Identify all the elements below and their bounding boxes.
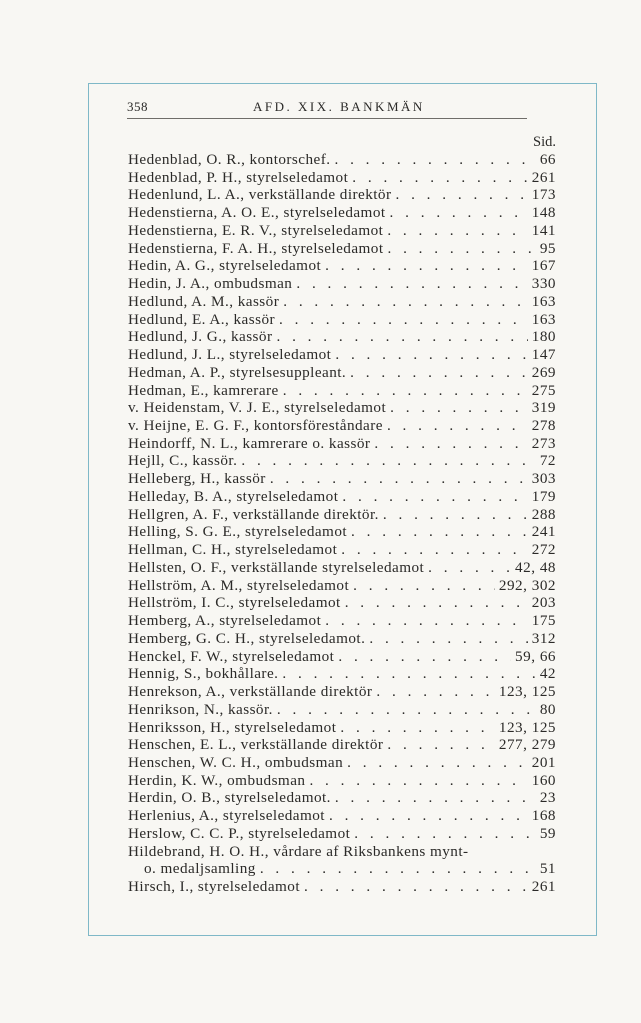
entry-pages: 203 (531, 594, 556, 612)
leader-dots (374, 435, 527, 453)
entry-name: Hellgren, A. F., verkställande direktör. (128, 505, 379, 523)
entry-name: Hedenlund, L. A., verkställande direktör (128, 186, 392, 204)
entry-pages: 201 (531, 753, 556, 771)
entry-pages: 148 (531, 204, 556, 222)
index-entry (128, 736, 556, 754)
leader-dots (354, 825, 536, 843)
index-entry (128, 311, 556, 329)
leader-dots (277, 701, 536, 719)
index-entry (128, 488, 556, 506)
index-entry (128, 612, 556, 630)
index-entry (128, 754, 556, 772)
entry-pages: 273 (531, 434, 556, 452)
leader-dots (279, 311, 528, 329)
index-entry (128, 506, 556, 524)
index-entry (128, 807, 556, 825)
index-entry (128, 417, 556, 435)
entry-pages: 51 (539, 860, 556, 878)
entry-name: Hennig, S., bokhållare. (128, 665, 279, 683)
index-entry (128, 382, 556, 400)
leader-dots (347, 754, 528, 772)
leader-dots (342, 488, 527, 506)
index-entry (128, 683, 556, 701)
entry-pages: 180 (531, 328, 556, 346)
entry-name: Herdin, O. B., styrelseledamot. (128, 789, 331, 807)
leader-dots (428, 559, 511, 577)
entry-pages: 23 (539, 789, 556, 807)
index-entry (128, 151, 556, 169)
entry-name: Henriksson, H., styrelseledamot (128, 718, 337, 736)
leader-dots (387, 417, 528, 435)
index-entry (128, 719, 556, 737)
index-entry-continuation (128, 860, 556, 878)
entry-name: Hedin, A. G., styrelseledamot (128, 257, 322, 275)
leader-dots (270, 470, 528, 488)
entry-pages: 173 (531, 186, 556, 204)
running-header (127, 99, 527, 119)
leader-dots (338, 648, 511, 666)
leader-dots (334, 151, 535, 169)
index-entry (128, 186, 556, 204)
entry-name: Hellsten, O. F., verkställande styrelseledamot (128, 558, 425, 576)
entry-name: Hedman, E., kamrerare (128, 381, 279, 399)
leader-dots (353, 577, 495, 595)
index-entry (128, 559, 556, 577)
entry-name: Hedenstierna, A. O. E., styrelseledamot (128, 204, 386, 222)
index-entry (128, 789, 556, 807)
index-entry (128, 701, 556, 719)
entry-pages: 319 (531, 399, 556, 417)
leader-dots (340, 719, 494, 737)
entry-name: Herslow, C. C. P., styrelseledamot (128, 824, 351, 842)
leader-dots (325, 612, 527, 630)
leader-dots (369, 630, 527, 648)
entry-name: Hemberg, G. C. H., styrelseledamot. (128, 629, 366, 647)
leader-dots (387, 240, 535, 258)
entry-pages: 312 (531, 629, 556, 647)
entry-name: Hirsch, I., styrelseledamot (128, 878, 300, 896)
index-list (128, 151, 556, 896)
index-entry (128, 435, 556, 453)
entry-name: Hejll, C., kassör. (128, 452, 238, 470)
entry-name: Henckel, F. W., styrelseledamot (128, 647, 335, 665)
leader-dots (341, 541, 527, 559)
entry-pages: 288 (531, 505, 556, 523)
entry-pages: 95 (539, 239, 556, 257)
entry-name: Hedlund, E. A., kassör (128, 310, 275, 328)
leader-dots (283, 382, 528, 400)
entry-name: Hedman, A. P., styrelsesuppleant. (128, 363, 347, 381)
leader-dots (383, 506, 528, 524)
entry-pages: 163 (531, 292, 556, 310)
entry-name: Hedlund, J. L., styrelseledamot (128, 346, 332, 364)
leader-dots (283, 293, 527, 311)
entry-pages: 66 (539, 151, 556, 168)
leader-dots (376, 683, 494, 701)
leader-dots (387, 736, 494, 754)
index-entry (128, 240, 556, 258)
entry-pages: 261 (531, 168, 556, 186)
entry-name: Hellström, I. C., styrelseledamot (128, 594, 341, 612)
entry-pages: 59, 66 (515, 647, 556, 665)
index-entry (128, 523, 556, 541)
entry-name: Helleberg, H., kassör (128, 470, 266, 488)
entry-pages: 175 (531, 612, 556, 630)
entry-name: Hedlund, J. G., kassör (128, 328, 273, 346)
leader-dots (352, 169, 527, 187)
index-entry (128, 541, 556, 559)
entry-name: v. Heijne, E. G. F., kontorsföreståndare (128, 417, 383, 435)
entry-name: Herlenius, A., styrelseledamot (128, 807, 325, 825)
entry-pages: 269 (531, 363, 556, 381)
entry-pages: 163 (531, 310, 556, 328)
entry-name: o. medaljsamling (144, 860, 256, 878)
entry-name: Heindorff, N. L., kamrerare o. kassör (128, 434, 371, 452)
leader-dots (387, 222, 527, 240)
entry-pages: 123, 125 (498, 718, 556, 736)
entry-pages: 277, 279 (498, 736, 556, 754)
index-entry (128, 594, 556, 612)
leader-dots (329, 807, 528, 825)
entry-pages: 292, 302 (498, 576, 556, 594)
index-entry (128, 364, 556, 382)
index-entry (128, 470, 556, 488)
leader-dots (351, 523, 528, 541)
entry-pages: 147 (531, 346, 556, 364)
entry-name: Helling, S. G. E., styrelseledamot (128, 523, 348, 541)
index-entry (128, 648, 556, 666)
index-entry (128, 825, 556, 843)
entry-pages: 241 (531, 523, 556, 541)
entry-name: Hedin, J. A., ombudsman (128, 275, 293, 293)
entry-pages: 303 (531, 470, 556, 488)
entry-pages: 72 (539, 452, 556, 470)
entry-name: Hedenblad, P. H., styrelseledamot (128, 168, 349, 186)
entry-name: Hedenstierna, E. R. V., styrelseledamot (128, 221, 384, 239)
index-entry (128, 772, 556, 790)
entry-name: Hildebrand, H. O. H., vårdare af Riksbankens mynt- (128, 842, 469, 860)
entry-pages: 167 (531, 257, 556, 275)
entry-pages: 42 (539, 665, 556, 683)
index-entry (128, 204, 556, 222)
entry-pages: 141 (531, 221, 556, 239)
leader-dots (304, 878, 528, 896)
entry-pages: 275 (531, 381, 556, 399)
index-entry (128, 328, 556, 346)
leader-dots (276, 328, 527, 346)
index-entry (128, 169, 556, 187)
entry-name: Henrikson, N., kassör. (128, 700, 273, 718)
entry-name: Henschen, E. L., verkställande direktör (128, 736, 384, 754)
entry-name: Helleday, B. A., styrelseledamot (128, 487, 339, 505)
entry-name: Hellman, C. H., styrelseledamot (128, 541, 338, 559)
page-number: 358 (127, 99, 148, 114)
entry-pages: 168 (531, 807, 556, 825)
header-rule (127, 118, 527, 119)
entry-pages: 278 (531, 417, 556, 435)
section-title: AFD. XIX. BANKMÄN (253, 99, 425, 114)
leader-dots (241, 452, 535, 470)
entry-name: Hellström, A. M., styrelseledamot (128, 576, 350, 594)
leader-dots (309, 772, 527, 790)
index-entry (128, 665, 556, 683)
leader-dots (345, 594, 528, 612)
index-entry (128, 275, 556, 293)
entry-name: v. Heidenstam, V. J. E., styrelseledamot (128, 399, 387, 417)
index-entry (128, 399, 556, 417)
leader-dots (296, 275, 527, 293)
entry-pages: 123, 125 (498, 683, 556, 701)
entry-pages: 80 (539, 700, 556, 718)
index-entry (128, 878, 556, 896)
entry-pages: 160 (531, 771, 556, 789)
entry-pages: 179 (531, 487, 556, 505)
leader-dots (282, 665, 535, 683)
index-entry (128, 843, 556, 861)
entry-pages: 42, 48 (515, 558, 556, 576)
leader-dots (260, 860, 536, 878)
entry-name: Henschen, W. C. H., ombudsman (128, 753, 344, 771)
leader-dots (325, 257, 528, 275)
entry-pages: 330 (531, 275, 556, 293)
leader-dots (395, 186, 527, 204)
index-entry (128, 346, 556, 364)
index-entry (128, 630, 556, 648)
entry-name: Herdin, K. W., ombudsman (128, 771, 306, 789)
entry-pages: 272 (531, 541, 556, 559)
entry-name: Hedenblad, O. R., kontorschef. (128, 151, 331, 168)
entry-name: Hedlund, A. M., kassör (128, 292, 280, 310)
leader-dots (390, 204, 528, 222)
index-entry (128, 222, 556, 240)
entry-pages: 261 (531, 878, 556, 896)
index-entry (128, 293, 556, 311)
leader-dots (350, 364, 528, 382)
entry-name: Henrekson, A., verkställande direktör (128, 683, 373, 701)
entry-name: Hemberg, A., styrelseledamot (128, 612, 322, 630)
leader-dots (335, 346, 527, 364)
page-column-label: Sid. (533, 134, 556, 150)
leader-dots (335, 789, 536, 807)
leader-dots (390, 399, 528, 417)
index-entry (128, 577, 556, 595)
entry-pages: 59 (539, 824, 556, 842)
index-entry (128, 452, 556, 470)
entry-name: Hedenstierna, F. A. H., styrelseledamot (128, 239, 384, 257)
index-entry (128, 257, 556, 275)
